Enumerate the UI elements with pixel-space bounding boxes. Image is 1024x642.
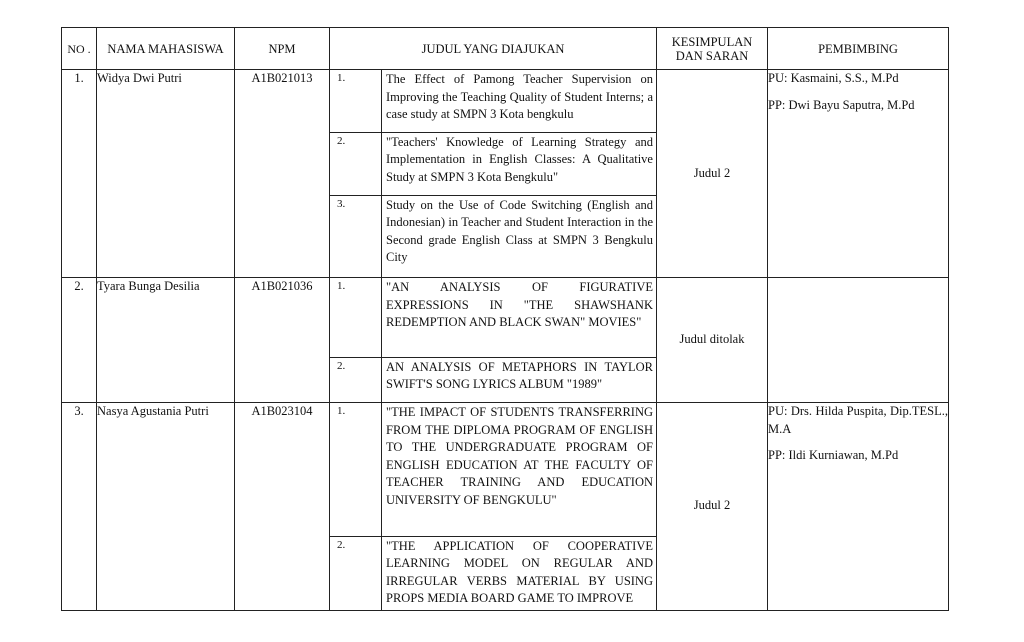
title-list	[330, 403, 657, 611]
supervisor-main: PU: Drs. Hilda Puspita, Dip.TESL., M.A	[768, 404, 948, 436]
title-number: 1.	[330, 403, 382, 536]
table-row	[62, 278, 949, 403]
title-item	[330, 195, 656, 277]
title-text	[382, 536, 657, 610]
conclusion: Judul ditolak	[657, 278, 768, 403]
header-row	[62, 28, 949, 70]
supervisor-co: PP: Dwi Bayu Saputra, M.Pd	[768, 97, 915, 112]
student-npm: A1B021013	[235, 70, 330, 278]
row-number: 2.	[62, 278, 97, 403]
title-text: "Teachers' Knowledge of Learning Strategy and Implementation in English Classes: A Qualitative Study at SMPN 3 Kota Bengkulu"	[382, 132, 657, 195]
header-kesimpulan: KESIMPULAN DAN SARAN	[657, 28, 768, 70]
title-text: Study on the Use of Code Switching (English and Indonesian) in Teacher and Student Interaction in the Second grade English Class at SMPN 3 Bengkulu City	[382, 195, 657, 277]
proposal-table	[61, 27, 949, 611]
title-item	[330, 70, 656, 132]
supervisor-main: PU: Kasmaini, S.S., M.Pd	[768, 71, 899, 85]
header-no: NO .	[62, 28, 97, 70]
title-item	[330, 403, 656, 536]
title-text: "AN ANALYSIS OF FIGURATIVE EXPRESSIONS IN "THE SHAWSHANK REDEMPTION AND BLACK SWAN" MOVIES"	[386, 280, 653, 330]
title-number: 2.	[330, 132, 382, 195]
title-item	[330, 357, 656, 402]
row-number: 3.	[62, 403, 97, 611]
title-item	[330, 536, 656, 610]
title-list	[330, 70, 657, 278]
header-npm: NPM	[235, 28, 330, 70]
title-list	[330, 278, 657, 403]
title-number: 3.	[330, 195, 382, 277]
student-name: Nasya Agustania Putri	[97, 403, 235, 611]
conclusion: Judul 2	[657, 403, 768, 611]
title-item	[330, 278, 656, 357]
supervisor-co: PP: Ildi Kurniawan, M.Pd	[768, 448, 899, 463]
header-nama: NAMA MAHASISWA	[97, 28, 235, 70]
title-text: The Effect of Pamong Teacher Supervision on Improving the Teaching Quality of Student Interns; a case study at SMPN 3 Kota bengkulu	[386, 72, 653, 122]
student-name: Tyara Bunga Desilia	[97, 278, 235, 403]
title-text: AN ANALYSIS OF METAPHORS IN TAYLOR SWIFT'S SONG LYRICS ALBUM "1989"	[382, 357, 657, 402]
title-number: 2.	[330, 536, 382, 610]
student-npm: A1B023104	[235, 403, 330, 611]
row-number: 1.	[62, 70, 97, 278]
title-number: 2.	[330, 357, 382, 402]
table-row	[62, 70, 949, 278]
title-number: 1.	[330, 278, 382, 357]
supervisors	[768, 403, 949, 611]
title-number: 1.	[330, 70, 382, 132]
student-name: Widya Dwi Putri	[97, 70, 235, 278]
conclusion: Judul 2	[657, 70, 768, 278]
supervisors	[768, 278, 949, 403]
supervisors	[768, 70, 949, 278]
title-text-content: "THE APPLICATION OF COOPERATIVE LEARNING MODEL ON REGULAR AND IRREGULAR VERBS MATERIAL BY USING PROPS MEDIA BOARD GAME TO IMPROVE	[386, 538, 653, 606]
header-judul: JUDUL YANG DIAJUKAN	[330, 28, 657, 70]
title-text: "THE IMPACT OF STUDENTS TRANSFERRING FROM THE DIPLOMA PROGRAM OF ENGLISH TO THE UNDERGRADUATE PROGRAM OF ENGLISH EDUCATION AT THE FACULTY OF TEACHER TRAINING AND EDUCATION UNIVERSITY OF BENGKULU"	[386, 405, 653, 507]
title-item	[330, 132, 656, 195]
student-npm: A1B021036	[235, 278, 330, 403]
header-pembimbing: PEMBIMBING	[768, 28, 949, 70]
table-row	[62, 403, 949, 611]
